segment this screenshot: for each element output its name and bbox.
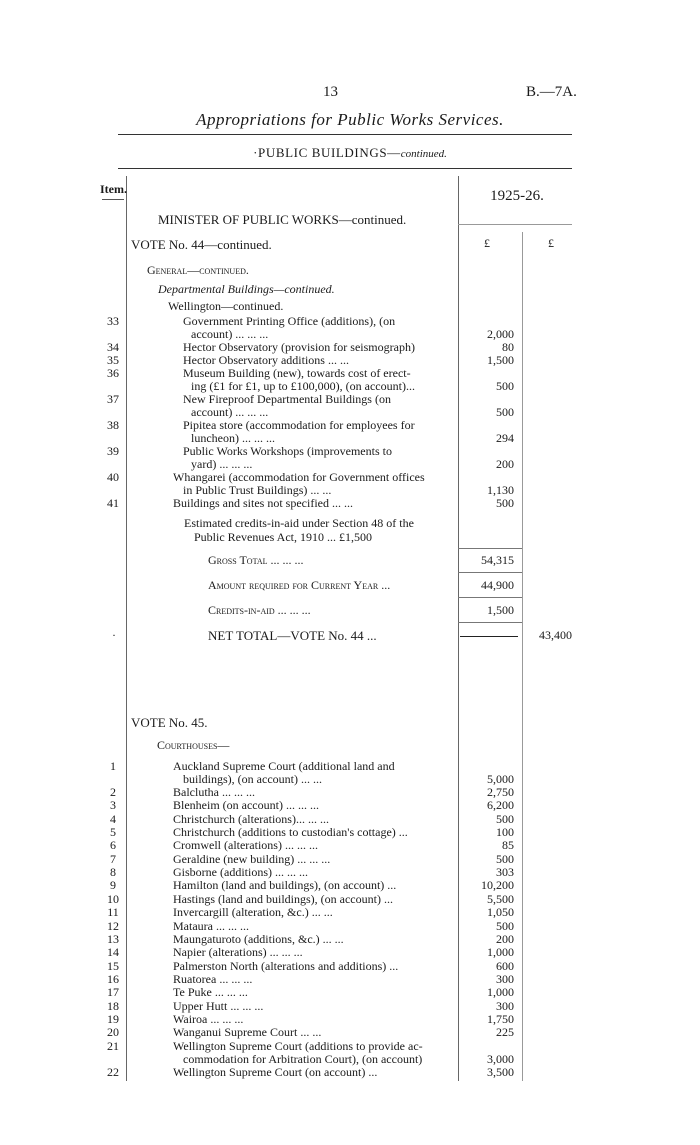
item-number: 34 xyxy=(107,340,119,354)
item-number: 3 xyxy=(110,798,116,813)
item-amount: 2,750 xyxy=(487,785,514,799)
item-number: 19 xyxy=(107,1011,119,1026)
item-description-line: ing (£1 for £1, up to £100,000), (on account)... xyxy=(191,379,415,393)
item-number: 4 xyxy=(110,811,116,826)
item-description-line: Palmerston North (alterations and additions) ... xyxy=(173,958,399,973)
item-description-line: Auckland Supreme Court (additional land and xyxy=(173,759,395,773)
item-number: 14 xyxy=(107,945,119,960)
item-description-line: Invercargill (alteration, &c.) ... ... xyxy=(173,905,333,920)
item-column-divider xyxy=(126,176,127,1081)
item-description-line: Public Works Workshops (improvements to xyxy=(183,444,392,458)
section-subtitle xyxy=(0,145,700,161)
credits-box-rule xyxy=(458,597,522,598)
item-description-line: Balclutha ... ... ... xyxy=(173,785,255,799)
item-description-line: Wellington Supreme Court (on account) ... xyxy=(173,1064,378,1079)
item-amount: 85 xyxy=(502,838,514,853)
item-amount: 1,000 xyxy=(487,945,514,960)
item-number: 35 xyxy=(107,353,119,367)
item-amount: 500 xyxy=(496,496,514,510)
item-description-line: luncheon) ... ... ... xyxy=(191,431,275,445)
page-number: 13 xyxy=(323,84,338,100)
vote45-heading: VOTE No. 45. xyxy=(131,715,208,730)
item-number: 5 xyxy=(110,825,116,840)
item-description-line: Christchurch (additions to custodian's cottage) ... xyxy=(173,825,408,840)
credits-value: 1,500 xyxy=(487,603,514,617)
page-title: Appropriations for Public Works Services. xyxy=(196,110,504,129)
currency-symbol-left: £ xyxy=(484,236,490,250)
item-amount: 1,050 xyxy=(487,905,514,920)
required-value: 44,900 xyxy=(481,578,514,592)
item-description-line: account) ... ... ... xyxy=(191,327,269,341)
item-number: 6 xyxy=(110,838,116,853)
year-header-rule xyxy=(458,224,572,225)
credits-note-line1: Estimated credits-in-aid under Section 48 of the xyxy=(184,516,414,530)
credits-note-line2: Public Revenues Act, 1910 ... £1,500 xyxy=(194,530,372,544)
subtitle-main: ·PUBLIC BUILDINGS— xyxy=(253,145,401,160)
item-amount: 303 xyxy=(496,865,514,880)
item-amount: 3,000 xyxy=(487,1051,514,1066)
item-number: 8 xyxy=(110,865,116,880)
wellington-heading: Wellington—continued. xyxy=(168,299,284,313)
subtitle-rule xyxy=(118,168,572,169)
item-number: 9 xyxy=(110,878,116,893)
item-description-line: Gisborne (additions) ... ... ... xyxy=(173,865,308,880)
item-amount: 500 xyxy=(496,851,514,866)
courthouses-heading: Courthouses— xyxy=(157,738,230,752)
item-number: 18 xyxy=(107,998,119,1013)
item-number: 22 xyxy=(107,1064,119,1079)
margin-dot: · xyxy=(112,628,116,642)
item-description-line: in Public Trust Buildings) ... ... xyxy=(183,483,332,497)
item-description-line: New Fireproof Departmental Buildings (on xyxy=(183,392,391,406)
item-amount: 600 xyxy=(496,958,514,973)
item-number: 17 xyxy=(107,985,119,1000)
item-number: 36 xyxy=(107,366,119,380)
item-number: 16 xyxy=(107,971,119,986)
item-amount: 5,000 xyxy=(487,772,514,786)
item-amount: 100 xyxy=(496,825,514,840)
item-description-line: Hamilton (land and buildings), (on account) ... xyxy=(173,878,397,893)
item-number: 15 xyxy=(107,958,119,973)
item-description-line: Wanganui Supreme Court ... ... xyxy=(173,1025,322,1040)
required-label: Amount required for Current Year ... xyxy=(208,578,391,592)
item-description-line: commodation for Arbitration Court), (on account) xyxy=(183,1051,423,1066)
item-amount: 300 xyxy=(496,971,514,986)
net-total-value: 43,400 xyxy=(539,628,572,642)
item-number: 39 xyxy=(107,444,119,458)
item-number: 2 xyxy=(110,785,116,799)
item-number: 1 xyxy=(110,759,116,773)
net-total-dash xyxy=(460,636,518,637)
item-description-line: account) ... ... ... xyxy=(191,405,269,419)
credits-bottom-rule xyxy=(458,622,522,623)
item-number: 13 xyxy=(107,931,119,946)
item-description-line: buildings), (on account) ... ... xyxy=(183,772,322,786)
item-number: 33 xyxy=(107,314,119,328)
item-description-line: Cromwell (alterations) ... ... ... xyxy=(173,838,318,853)
item-description-line: Mataura ... ... ... xyxy=(173,918,249,933)
item-number: 7 xyxy=(110,851,116,866)
required-box-rule xyxy=(458,572,522,573)
item-header-rule xyxy=(102,199,124,200)
item-amount: 200 xyxy=(496,457,514,471)
subtotal-column-divider xyxy=(522,232,523,1081)
item-description-line: Museum Building (new), towards cost of erect- xyxy=(183,366,411,380)
item-description-line: Hastings (land and buildings), (on account) ... xyxy=(173,891,393,906)
item-number: 41 xyxy=(107,496,119,510)
item-amount: 200 xyxy=(496,931,514,946)
item-description-line: Ruatorea ... ... ... xyxy=(173,971,253,986)
item-amount: 80 xyxy=(502,340,514,354)
item-description-line: Hector Observatory additions ... ... xyxy=(183,353,349,367)
credits-label: Credits-in-aid ... ... ... xyxy=(208,603,311,617)
item-number: 40 xyxy=(107,470,119,484)
item-number: 21 xyxy=(107,1038,119,1053)
item-amount: 225 xyxy=(496,1025,514,1040)
item-number: 38 xyxy=(107,418,119,432)
item-number: 10 xyxy=(107,891,119,906)
departmental-heading: Departmental Buildings—continued. xyxy=(158,282,335,296)
item-description-line: Upper Hutt ... ... ... xyxy=(173,998,264,1013)
item-description-line: Whangarei (accommodation for Government offices xyxy=(173,470,425,484)
year-column-header: 1925-26. xyxy=(490,188,544,204)
currency-symbol-right: £ xyxy=(548,236,554,250)
item-description-line: Blenheim (on account) ... ... ... xyxy=(173,798,319,813)
item-description-line: Buildings and sites not specified ... ... xyxy=(173,496,353,510)
item-amount: 500 xyxy=(496,918,514,933)
item-description-line: Christchurch (alterations)... ... ... xyxy=(173,811,329,826)
item-amount: 500 xyxy=(496,379,514,393)
item-description-line: Maungaturoto (additions, &c.) ... ... xyxy=(173,931,344,946)
item-amount: 300 xyxy=(496,998,514,1013)
item-amount: 1,750 xyxy=(487,1011,514,1026)
item-amount: 500 xyxy=(496,811,514,826)
document-reference: B.—7A. xyxy=(526,84,577,100)
gross-total-box-rule xyxy=(458,548,522,549)
subtitle-continued: continued. xyxy=(400,148,447,160)
item-amount: 3,500 xyxy=(487,1064,514,1079)
item-description-line: Geraldine (new building) ... ... ... xyxy=(173,851,331,866)
item-amount: 10,200 xyxy=(481,878,514,893)
item-amount: 2,000 xyxy=(487,327,514,341)
item-column-header: Item. xyxy=(100,182,127,196)
item-description-line: Wairoa ... ... ... xyxy=(173,1011,244,1026)
item-description-line: yard) ... ... ... xyxy=(191,457,253,471)
net-total-label: NET TOTAL—VOTE No. 44 ... xyxy=(208,628,377,643)
item-description-line: Wellington Supreme Court (additions to provide ac- xyxy=(173,1038,423,1053)
ministry-heading: MINISTER OF PUBLIC WORKS—continued. xyxy=(158,212,407,227)
general-heading: General—continued. xyxy=(147,263,249,277)
item-amount: 1,000 xyxy=(487,985,514,1000)
vote44-heading: VOTE No. 44—continued. xyxy=(131,237,272,252)
item-amount: 1,130 xyxy=(487,483,514,497)
item-amount: 1,500 xyxy=(487,353,514,367)
gross-total-label: Gross Total ... ... ... xyxy=(208,553,304,567)
item-description-line: Pipitea store (accommodation for employees for xyxy=(183,418,415,432)
item-amount: 6,200 xyxy=(487,798,514,813)
item-amount: 5,500 xyxy=(487,891,514,906)
item-description-line: Te Puke ... ... ... xyxy=(173,985,248,1000)
item-number: 37 xyxy=(107,392,119,406)
gross-total-value: 54,315 xyxy=(481,553,514,567)
item-description-line: Hector Observatory (provision for seismograph) xyxy=(183,340,415,354)
item-description-line: Napier (alterations) ... ... ... xyxy=(173,945,303,960)
item-description-line: Government Printing Office (additions), (on xyxy=(183,314,396,328)
item-number: 20 xyxy=(107,1025,119,1040)
item-number: 11 xyxy=(107,905,119,920)
item-number: 12 xyxy=(107,918,119,933)
item-amount: 500 xyxy=(496,405,514,419)
item-amount: 294 xyxy=(496,431,514,445)
title-rule xyxy=(118,134,572,135)
